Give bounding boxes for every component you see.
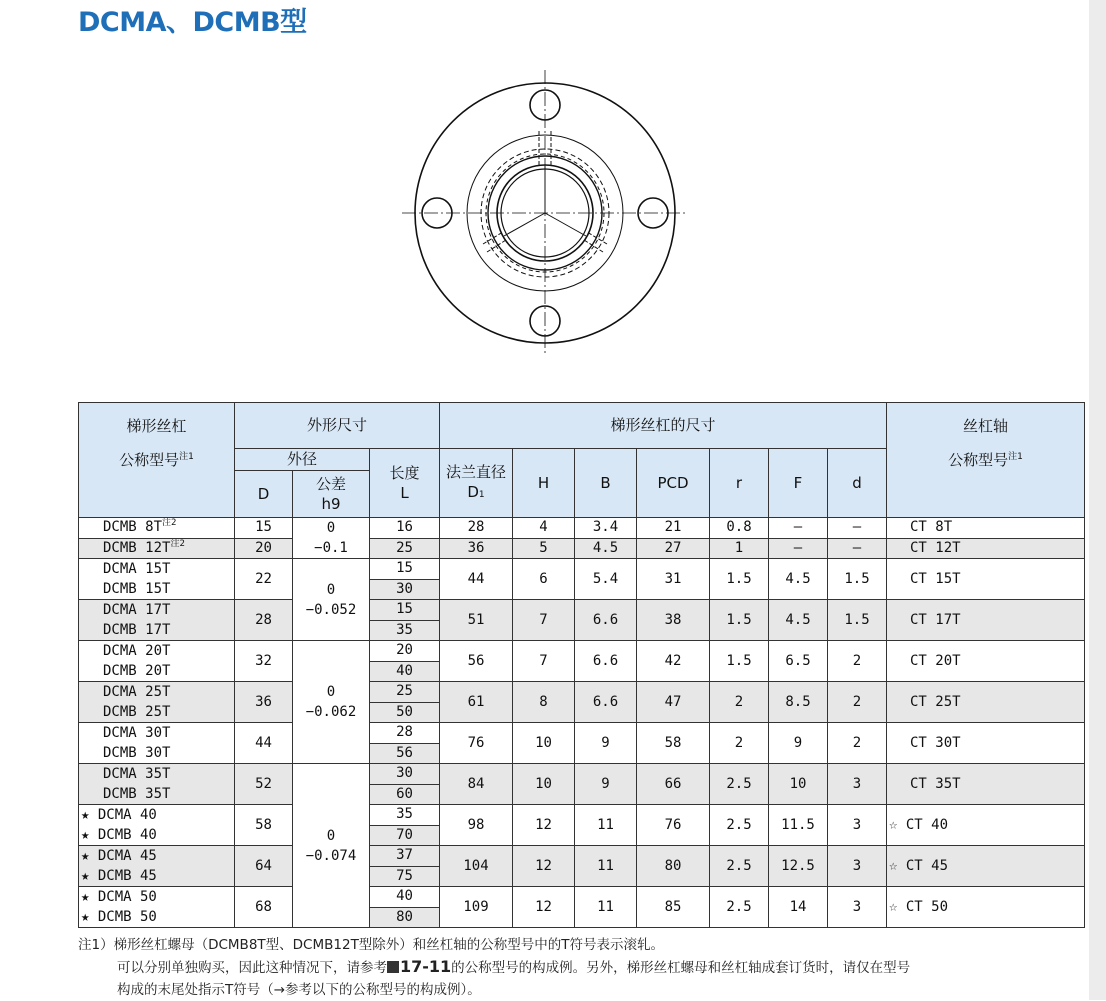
cell-L: 15 (370, 559, 440, 580)
cell-D1: 28 (440, 518, 513, 539)
cell-model: DCMA 20T DCMB 20T (79, 641, 235, 682)
cell-shaft: CT 12T (887, 538, 1085, 559)
cell-H: 6 (513, 559, 575, 600)
cell-shaft: CT 20T (887, 641, 1085, 682)
cell-PCD: 47 (637, 682, 710, 723)
cell-F: 4.5 (769, 600, 828, 641)
cell-L: 25 (370, 538, 440, 559)
cell-d: 3 (828, 846, 887, 887)
cell-D1: 98 (440, 805, 513, 846)
header-outer: 外形尺寸 (235, 403, 440, 449)
cell-H: 10 (513, 764, 575, 805)
table-row (79, 764, 1085, 785)
cell-L: 75 (370, 866, 440, 887)
cell-B: 9 (575, 723, 637, 764)
cell-L: 40 (370, 887, 440, 908)
cell-L: 40 (370, 661, 440, 682)
header-r: r (710, 449, 769, 518)
cell-shaft: ☆ CT 40 (887, 805, 1085, 846)
cell-D: 22 (235, 559, 293, 600)
cell-L: 56 (370, 743, 440, 764)
cell-L: 35 (370, 805, 440, 826)
cell-L: 80 (370, 907, 440, 928)
cell-B: 4.5 (575, 538, 637, 559)
cell-model: DCMB $12T^{注2}$ (79, 538, 235, 559)
cell-r: 1.5 (710, 600, 769, 641)
note-1-line-2: 可以分别单独购买，因此这种情况下，请参考 17-11的公称型号的构成例。另外，梯形丝杠螺母和丝杠轴成套订货时，请仅在型号 (117, 957, 911, 976)
cell-PCD: 66 (637, 764, 710, 805)
header-flange: 法兰直径 D1 (440, 449, 513, 518)
cell-H: 10 (513, 723, 575, 764)
cell-d: 3 (828, 887, 887, 928)
cell-r: 2.5 (710, 887, 769, 928)
cell-D: 68 (235, 887, 293, 928)
cell-PCD: 42 (637, 641, 710, 682)
table-row (79, 805, 1085, 826)
cell-D1: 84 (440, 764, 513, 805)
cell-shaft: CT 30T (887, 723, 1085, 764)
cell-tol: 0 −0.052 (293, 559, 370, 641)
cell-D: 44 (235, 723, 293, 764)
cell-B: 5.4 (575, 559, 637, 600)
cell-shaft: CT 35T (887, 764, 1085, 805)
table-row (79, 641, 1085, 662)
cell-D: 58 (235, 805, 293, 846)
note-1-line-3: 构成的末尾处指示T符号（→参考以下的公称型号的构成例）。 (117, 982, 481, 998)
header-tol: 公差 h9 (293, 471, 370, 518)
cell-model: DCMA 25T DCMB 25T (79, 682, 235, 723)
cell-F: — (769, 518, 828, 539)
cell-model: DCMB $8T^{注2}$ (79, 518, 235, 539)
cell-L: 70 (370, 825, 440, 846)
cell-D: 36 (235, 682, 293, 723)
cell-F: 6.5 (769, 641, 828, 682)
cell-r: 2.5 (710, 805, 769, 846)
cell-d: 1.5 (828, 600, 887, 641)
figure-ref-icon (387, 961, 399, 973)
cell-H: 7 (513, 641, 575, 682)
cell-r: 2 (710, 682, 769, 723)
cell-d: 2 (828, 723, 887, 764)
page-title: DCMA、DCMB型 (78, 7, 307, 38)
cell-model: DCMA 17T DCMB 17T (79, 600, 235, 641)
cell-D: 15 (235, 518, 293, 539)
cell-shaft: CT 17T (887, 600, 1085, 641)
cell-D1: 51 (440, 600, 513, 641)
cell-F: 10 (769, 764, 828, 805)
cell-L: 35 (370, 620, 440, 641)
cell-r: 1.5 (710, 641, 769, 682)
header-outer-dia: 外径 (235, 449, 370, 471)
cell-model: ★ DCMA 40 ★ DCMB 40 (79, 805, 235, 846)
cell-B: 6.6 (575, 600, 637, 641)
cell-r: 1.5 (710, 559, 769, 600)
cell-d: 2 (828, 641, 887, 682)
table-row (79, 682, 1085, 703)
cell-d: 3 (828, 764, 887, 805)
cell-D1: 76 (440, 723, 513, 764)
cell-D1: 36 (440, 538, 513, 559)
cell-d: — (828, 518, 887, 539)
cell-PCD: 85 (637, 887, 710, 928)
cell-D1: 56 (440, 641, 513, 682)
cell-H: 12 (513, 805, 575, 846)
cell-L: 60 (370, 784, 440, 805)
cell-model: ★ DCMA 50 ★ DCMB 50 (79, 887, 235, 928)
cell-PCD: 21 (637, 518, 710, 539)
cell-model: ★ DCMA 45 ★ DCMB 45 (79, 846, 235, 887)
cell-L: 16 (370, 518, 440, 539)
cell-tol: 0 −0.062 (293, 641, 370, 764)
cell-tol: 0 −0.1 (293, 518, 370, 559)
note-1: 注1）梯形丝杠螺母（DCMB8T型、DCMB12T型除外）和丝杠轴的公称型号中的T符号表示滚轧。 (78, 937, 665, 953)
cell-tol: 0 −0.074 (293, 764, 370, 928)
cell-model: DCMA 15T DCMB 15T (79, 559, 235, 600)
cell-F: 4.5 (769, 559, 828, 600)
cell-shaft: CT 15T (887, 559, 1085, 600)
cell-L: 37 (370, 846, 440, 867)
cell-L: 50 (370, 702, 440, 723)
header-d: d (828, 449, 887, 518)
header-H: H (513, 449, 575, 518)
cell-F: 11.5 (769, 805, 828, 846)
cell-shaft: CT 8T (887, 518, 1085, 539)
header-PCD: PCD (637, 449, 710, 518)
cell-L: 20 (370, 641, 440, 662)
table-row (79, 846, 1085, 867)
footnotes (78, 934, 1078, 1001)
cell-D1: 61 (440, 682, 513, 723)
cell-r: 2 (710, 723, 769, 764)
cell-D1: 44 (440, 559, 513, 600)
cell-F: 9 (769, 723, 828, 764)
cell-D: 64 (235, 846, 293, 887)
scrollbar[interactable] (1089, 0, 1106, 1000)
table-row (79, 518, 1085, 539)
cell-H: 12 (513, 887, 575, 928)
cell-D1: 109 (440, 887, 513, 928)
header-model: 梯形丝杠 公称型号$^{注1}$ (79, 403, 235, 518)
cell-d: 3 (828, 805, 887, 846)
cell-PCD: 76 (637, 805, 710, 846)
cell-r: 2.5 (710, 764, 769, 805)
header-shaft: 丝杠轴 公称型号$^{注1}$ (887, 403, 1085, 518)
cell-L: 30 (370, 764, 440, 785)
table-row (79, 559, 1085, 580)
cell-D: 28 (235, 600, 293, 641)
cell-B: 11 (575, 846, 637, 887)
flange-nut-drawing (400, 68, 690, 358)
cell-L: 15 (370, 600, 440, 621)
cell-r: 1 (710, 538, 769, 559)
cell-F: 8.5 (769, 682, 828, 723)
cell-shaft: ☆ CT 45 (887, 846, 1085, 887)
cell-B: 6.6 (575, 641, 637, 682)
cell-D: 52 (235, 764, 293, 805)
cell-B: 11 (575, 805, 637, 846)
table-row (79, 887, 1085, 908)
cell-B: 6.6 (575, 682, 637, 723)
cell-shaft: ☆ CT 50 (887, 887, 1085, 928)
cell-B: 3.4 (575, 518, 637, 539)
table-row (79, 538, 1085, 559)
cell-PCD: 31 (637, 559, 710, 600)
cell-shaft: CT 25T (887, 682, 1085, 723)
header-length: 长度 L (370, 449, 440, 518)
header-D: D (235, 471, 293, 518)
cell-d: 1.5 (828, 559, 887, 600)
cell-PCD: 80 (637, 846, 710, 887)
table-row (79, 600, 1085, 621)
cell-F: 14 (769, 887, 828, 928)
figure-ref[interactable]: 17-11 (400, 957, 452, 976)
cell-F: 12.5 (769, 846, 828, 887)
cell-D: 20 (235, 538, 293, 559)
cell-d: — (828, 538, 887, 559)
cell-F: — (769, 538, 828, 559)
cell-r: 2.5 (710, 846, 769, 887)
cell-D: 32 (235, 641, 293, 682)
cell-PCD: 38 (637, 600, 710, 641)
cell-H: 8 (513, 682, 575, 723)
cell-H: 4 (513, 518, 575, 539)
cell-r: 0.8 (710, 518, 769, 539)
cell-L: 25 (370, 682, 440, 703)
cell-B: 9 (575, 764, 637, 805)
header-B: B (575, 449, 637, 518)
cell-model: DCMA 30T DCMB 30T (79, 723, 235, 764)
cell-PCD: 27 (637, 538, 710, 559)
cell-H: 7 (513, 600, 575, 641)
header-F: F (769, 449, 828, 518)
cell-d: 2 (828, 682, 887, 723)
cell-PCD: 58 (637, 723, 710, 764)
cell-L: 28 (370, 723, 440, 744)
cell-D1: 104 (440, 846, 513, 887)
cell-model: DCMA 35T DCMB 35T (79, 764, 235, 805)
cell-L: 30 (370, 579, 440, 600)
cell-H: 5 (513, 538, 575, 559)
cell-B: 11 (575, 887, 637, 928)
spec-table (78, 402, 1085, 928)
table-row (79, 723, 1085, 744)
header-screw-dims: 梯形丝杠的尺寸 (440, 403, 887, 449)
cell-H: 12 (513, 846, 575, 887)
